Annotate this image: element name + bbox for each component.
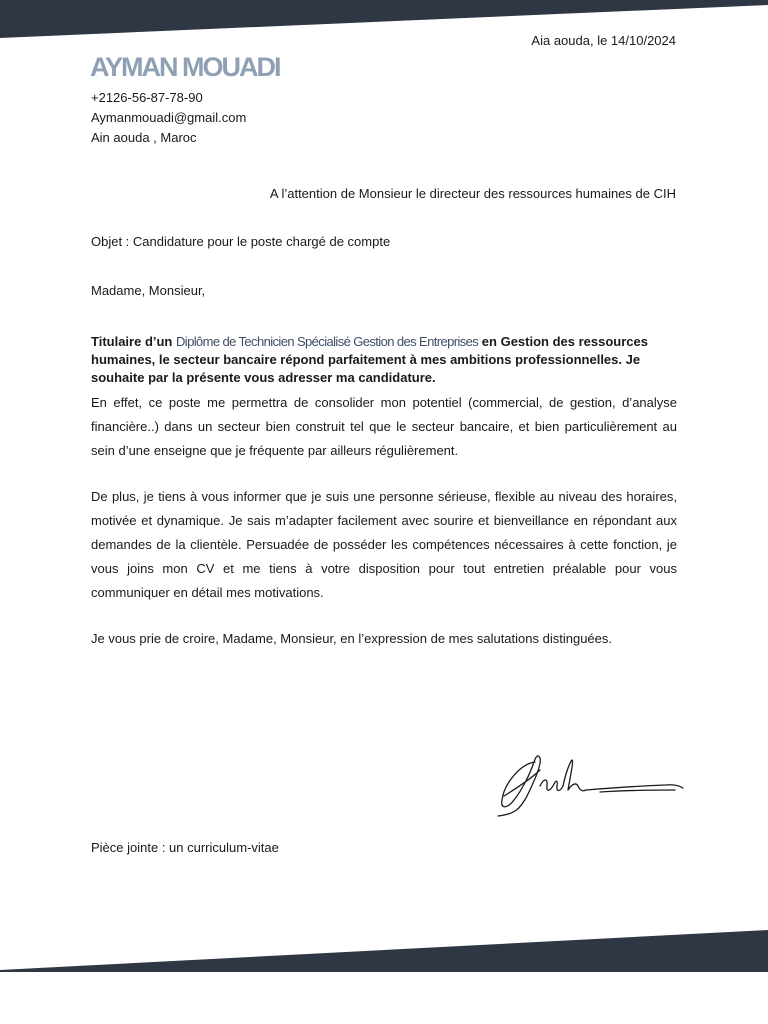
sender-contact-block — [91, 88, 246, 148]
salutation: Madame, Monsieur, — [91, 283, 206, 298]
intro-suffix: en Gestion des ressources humaines, le secteur bancaire répond parfaitement à mes ambitions professionnelles. Je souhaite par la présente vous adresser ma candidature. — [91, 334, 648, 385]
letter-body — [91, 333, 677, 651]
attachment-note: Pièce jointe : un curriculum-vitae — [91, 840, 279, 855]
recipient-line: A l’attention de Monsieur le directeur des ressources humaines de CIH — [269, 186, 676, 201]
paragraph-motivation: En effet, ce poste me permettra de consolider mon potentiel (commercial, de gestion, d’analyse financière..) dans un secteur bien construit tel que le secteur bancaire, et bien particulièrement au sein d’une enseigne que je fréquente par ailleurs régulièrement. — [91, 395, 677, 458]
paragraph-qualities: De plus, je tiens à vous informer que je suis une personne sérieuse, flexible au niveau des horaires, motivée et dynamique. Je sais m’adapter facilement avec sourire et bienveillance en répondant aux demandes de la clientèle. Persuadée de posséder les compétences nécessaires à cette fonction, je vous joins mon CV et me tiens à votre disposition pour tout entretien préalable pour vous communiquer en détail mes motivations. — [91, 489, 677, 600]
sender-name: AYMAN MOUADI — [90, 52, 280, 82]
letter-subject: Objet : Candidature pour le poste chargé de compte — [91, 234, 391, 249]
closing-formula: Je vous prie de croire, Madame, Monsieur, en l’expression de mes salutations distinguées. — [91, 631, 612, 646]
intro-prefix: Titulaire d’un — [91, 334, 176, 349]
sender-phone: +2126-56-87-78-90 — [91, 90, 203, 105]
sender-address: Ain aouda , Maroc — [91, 130, 197, 145]
degree-title: Diplôme de Technicien Spécialisé Gestion des Entreprises — [176, 334, 479, 349]
bottom-decorative-band — [0, 930, 768, 972]
handwritten-signature — [490, 752, 690, 822]
intro-paragraph — [91, 333, 677, 387]
letter-date: Aia aouda, le 14/10/2024 — [531, 33, 676, 48]
sender-email: Aymanmouadi@gmail.com — [91, 110, 247, 125]
